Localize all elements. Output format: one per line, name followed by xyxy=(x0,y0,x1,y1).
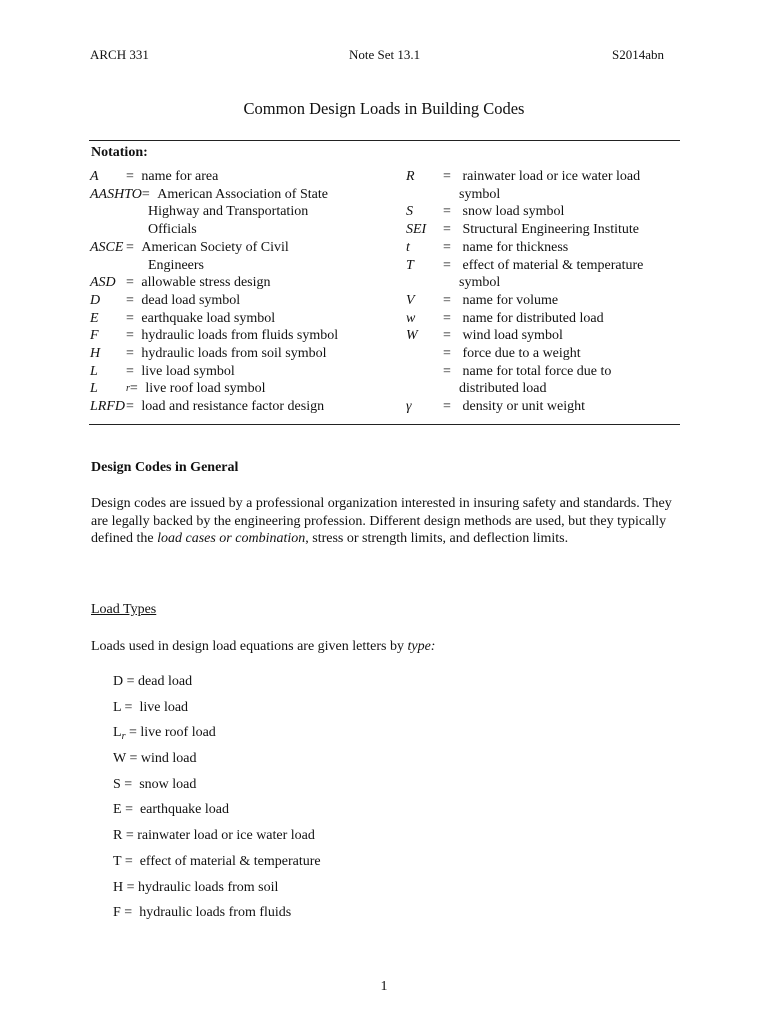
notation-entry xyxy=(90,168,400,186)
notation-equals: = xyxy=(443,363,451,379)
notation-definition: load and resistance factor design xyxy=(141,399,325,415)
load-type-item xyxy=(113,673,321,699)
load-letter: R xyxy=(113,828,123,844)
load-letter: L xyxy=(113,725,122,741)
notation-entry xyxy=(90,239,400,257)
load-type-item xyxy=(113,699,321,725)
load-equals: = xyxy=(123,879,139,895)
notation-definition: force due to a weight xyxy=(462,346,581,362)
notation-entry xyxy=(90,292,400,310)
load-letter: T xyxy=(113,853,122,869)
load-equals: = xyxy=(121,699,140,715)
notation-equals: = xyxy=(443,292,451,308)
notation-equals: = xyxy=(443,328,451,344)
notation-definition: density or unit weight xyxy=(462,399,585,415)
notation-entry xyxy=(406,398,686,416)
notation-equals: = xyxy=(126,310,134,326)
notation-symbol: t xyxy=(406,239,410,255)
load-letter: L xyxy=(113,699,122,715)
load-description: rainwater load or ice water load xyxy=(137,828,315,844)
load-type-item xyxy=(113,801,321,827)
notation-entry xyxy=(406,327,686,345)
page-number: 1 xyxy=(380,979,388,994)
load-description: snow load xyxy=(139,776,197,792)
load-type-item xyxy=(113,827,321,853)
load-description: effect of material & temperature xyxy=(139,853,321,869)
notation-entry xyxy=(90,363,400,381)
notation-definition-continued: Engineers xyxy=(148,257,204,273)
notation-top-rule xyxy=(89,140,680,141)
notation-definition: hydraulic loads from fluids symbol xyxy=(141,328,339,344)
notation-entry xyxy=(406,345,686,363)
notation-symbol: L xyxy=(90,363,98,379)
notation-symbol: γ xyxy=(406,399,412,415)
load-types-list xyxy=(113,673,321,930)
notation-definition: hydraulic loads from soil symbol xyxy=(141,346,327,362)
load-equals: = xyxy=(123,674,139,689)
notation-definition-continued: distributed load xyxy=(459,381,547,397)
notation-symbol xyxy=(406,363,443,381)
notation-symbol: ASCE xyxy=(90,239,124,255)
notation-definition: name for volume xyxy=(462,292,559,308)
notation-entry xyxy=(90,345,400,363)
load-type-item xyxy=(113,750,321,776)
notation-equals: = xyxy=(443,310,451,326)
notation-entry xyxy=(90,398,400,416)
load-equals: = xyxy=(125,725,141,741)
page-title: Common Design Loads in Building Codes xyxy=(243,99,525,118)
load-letter: E xyxy=(113,802,122,818)
notation-entry xyxy=(406,257,686,275)
notation-entry xyxy=(90,274,400,292)
notation-entry xyxy=(406,310,686,328)
notation-symbol: w xyxy=(406,310,416,326)
notation-definition: Structural Engineering Institute xyxy=(462,222,640,238)
notation-equals: = xyxy=(126,169,134,184)
load-description: live load xyxy=(139,699,189,715)
notation-definition-continued: Highway and Transportation xyxy=(148,204,309,220)
load-letter-subscript: r xyxy=(121,731,126,743)
notation-symbol: S xyxy=(406,204,413,220)
notation-entry xyxy=(90,310,400,328)
notation-heading: Notation: xyxy=(91,145,148,160)
notation-equals: = xyxy=(126,239,134,255)
design-codes-paragraph: Design codes are issued by a professional organization interested in insuring safety and standards. They are legally backed by the engineering profession. Different design methods are used, but they typically defined the load cases or combination, stress or strength limits, and deflection limits. xyxy=(91,496,672,547)
header-term: S2014abn xyxy=(612,47,664,62)
load-type-item xyxy=(113,879,321,905)
notation-equals: = xyxy=(443,239,451,255)
notation-symbol: ASD xyxy=(90,275,116,291)
notation-definition: dead load symbol xyxy=(141,292,241,308)
load-types-heading: Load Types xyxy=(91,602,157,617)
notation-definition-continued: symbol xyxy=(459,275,501,291)
header-note-set: Note Set 13.1 xyxy=(349,47,421,62)
notation-symbol: SEI xyxy=(406,222,427,238)
notation-definition: American Society of Civil xyxy=(141,239,289,255)
load-equals: = xyxy=(121,853,140,869)
load-letter: D xyxy=(113,674,124,689)
notation-definition: name for thickness xyxy=(462,239,569,255)
notation-entry xyxy=(406,239,686,257)
notation-equals: = xyxy=(126,275,134,291)
notation-equals: = xyxy=(443,346,451,362)
notation-entry xyxy=(90,327,400,345)
notation-definition: snow load symbol xyxy=(462,204,565,220)
load-description: hydraulic loads from soil xyxy=(138,879,279,895)
notation-symbol: T xyxy=(406,257,414,273)
notation-equals: = xyxy=(126,399,134,415)
notation-equals: = xyxy=(141,186,150,202)
load-description: live roof load xyxy=(140,725,216,741)
notation-equals: = xyxy=(443,169,451,184)
notation-definition: live load symbol xyxy=(141,363,235,379)
notation-definition-continued: Officials xyxy=(148,222,197,238)
notation-symbol: R xyxy=(406,169,415,184)
notation-symbol: A xyxy=(90,169,99,184)
notation-equals: = xyxy=(443,222,451,238)
load-types-intro: Loads used in design load equations are given letters by type: xyxy=(91,639,436,654)
notation-right-column xyxy=(406,168,686,416)
notation-equals: = xyxy=(443,257,451,273)
load-description: dead load xyxy=(138,674,193,689)
notation-symbol: W xyxy=(406,328,418,344)
notation-entry xyxy=(406,221,686,239)
load-equals: = xyxy=(120,905,140,921)
load-equals: = xyxy=(122,828,138,844)
notation-equals: = xyxy=(129,381,138,397)
load-letter: S xyxy=(113,776,121,792)
load-type-item xyxy=(113,776,321,802)
notation-definition: live roof load symbol xyxy=(145,381,266,397)
load-description: hydraulic loads from fluids xyxy=(139,905,292,921)
notation-symbol: V xyxy=(406,292,415,308)
notation-entry xyxy=(90,380,400,398)
notation-definition: name for total force due to xyxy=(462,363,612,379)
notation-equals: = xyxy=(126,328,134,344)
notation-symbol: F xyxy=(90,328,99,344)
notation-definition: allowable stress design xyxy=(141,275,271,291)
load-description: wind load xyxy=(140,751,197,767)
notation-definition: rainwater load or ice water load xyxy=(462,169,641,184)
notation-symbol: LRFD xyxy=(90,399,125,415)
notation-definition-continued: symbol xyxy=(459,186,501,202)
notation-entry xyxy=(406,203,686,221)
notation-equals: = xyxy=(126,363,134,379)
notation-definition: name for area xyxy=(141,169,219,184)
notation-symbol: D xyxy=(90,292,101,308)
notation-symbol: AASHTO xyxy=(90,186,142,202)
notation-entry xyxy=(406,363,686,381)
notation-equals: = xyxy=(443,399,451,415)
notation-equals: = xyxy=(126,346,134,362)
notation-definition: American Association of State xyxy=(157,186,328,202)
notation-entry xyxy=(406,168,686,186)
load-type-item xyxy=(113,904,321,930)
notation-entry xyxy=(90,186,400,204)
notation-definition: effect of material & temperature xyxy=(462,257,644,273)
load-letter: W xyxy=(113,751,126,767)
load-equals: = xyxy=(120,776,140,792)
header-course: ARCH 331 xyxy=(90,47,149,62)
load-letter: F xyxy=(113,905,121,921)
load-letter: H xyxy=(113,879,124,895)
notation-equals: = xyxy=(126,292,134,308)
design-codes-heading: Design Codes in General xyxy=(91,460,239,475)
load-equals: = xyxy=(125,751,141,767)
load-description: earthquake load xyxy=(139,802,229,818)
load-type-item xyxy=(113,853,321,879)
notation-symbol: L xyxy=(90,381,98,397)
load-equals: = xyxy=(121,802,140,818)
notation-equals: = xyxy=(443,204,451,220)
notation-symbol: H xyxy=(90,346,101,362)
notation-symbol-subscript: r xyxy=(126,383,130,395)
notation-definition: wind load symbol xyxy=(462,328,563,344)
notation-symbol xyxy=(406,345,443,363)
load-type-item xyxy=(113,724,321,750)
notation-symbol: E xyxy=(90,310,99,326)
notation-definition: earthquake load symbol xyxy=(141,310,276,326)
notation-left-column xyxy=(90,168,400,416)
notation-entry xyxy=(406,292,686,310)
notation-definition: name for distributed load xyxy=(462,310,604,326)
notation-bottom-rule xyxy=(89,424,680,425)
